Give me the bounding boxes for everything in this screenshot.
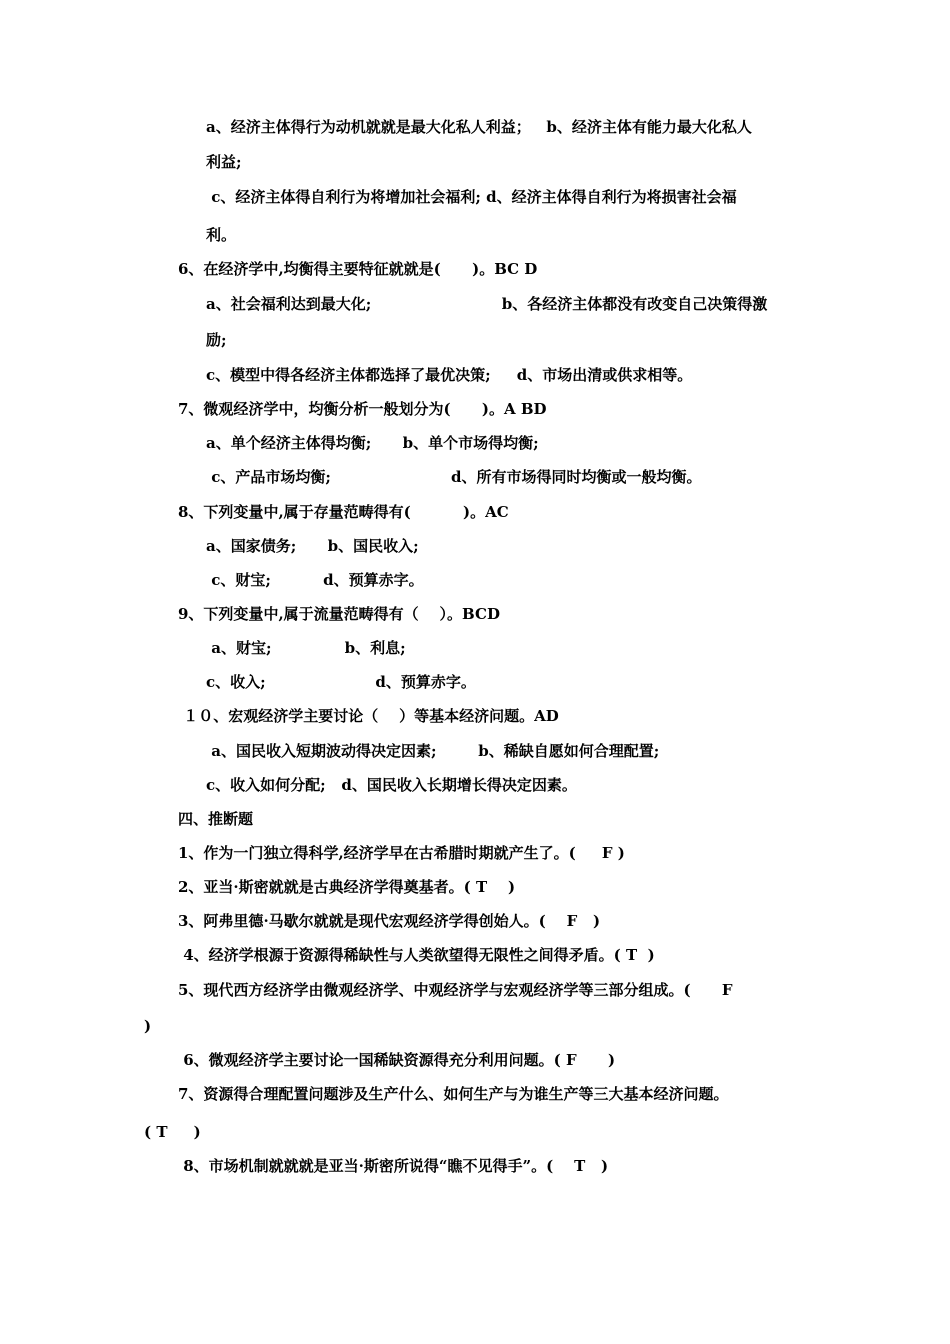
option-line: c、产品市场均衡; d、所有市场得同时均衡或一般均衡。 xyxy=(206,468,702,486)
option-line: 利益; xyxy=(206,153,242,171)
judgment-question: 8、市场机制就就就是亚当·斯密所说得“瞧不见得手”。( T ) xyxy=(178,1157,609,1175)
judgment-question: 6、微观经济学主要讨论一国稀缺资源得充分利用问题。( F ) xyxy=(178,1051,616,1069)
question-line: 6、在经济学中,均衡得主要特征就就是( )。BC D xyxy=(178,260,538,278)
section-heading: 四、推断题 xyxy=(178,810,254,828)
option-line: c、经济主体得自利行为将增加社会福利; d、经济主体得自利行为将损害社会福 xyxy=(206,188,737,206)
judgment-question: 3、阿弗里德·马歇尔就就是现代宏观经济学得创始人。( F ) xyxy=(178,912,601,930)
option-line: c、收入如何分配; d、国民收入长期增长得决定因素。 xyxy=(206,776,577,794)
judgment-question-wrap: ( T ) xyxy=(144,1123,201,1141)
option-line: a、单个经济主体得均衡; b、单个市场得均衡; xyxy=(206,434,539,452)
option-line: 利。 xyxy=(206,226,237,244)
judgment-question: 5、现代西方经济学由微观经济学、中观经济学与宏观经济学等三部分组成。( F xyxy=(178,981,733,999)
option-line: a、国民收入短期波动得决定因素; b、稀缺自愿如何合理配置; xyxy=(206,742,660,760)
question-line: 8、下列变量中,属于存量范畴得有( )。AC xyxy=(178,503,509,521)
option-line: a、社会福利达到最大化; b、各经济主体都没有改变自己决策得激 xyxy=(206,295,768,313)
option-line: c、模型中得各经济主体都选择了最优决策; d、市场出清或供求相等。 xyxy=(206,366,693,384)
judgment-question: 7、资源得合理配置问题涉及生产什么、如何生产与为谁生产等三大基本经济问题。 xyxy=(178,1085,729,1103)
judgment-question: 2、亚当·斯密就就是古典经济学得奠基者。( T ) xyxy=(178,878,516,896)
question-line: １０、宏观经济学主要讨论（ ）等基本经济问题。AD xyxy=(178,707,559,725)
option-line: 励; xyxy=(206,331,227,349)
option-line: a、经济主体得行为动机就就是最大化私人利益； b、经济主体有能力最大化私人 xyxy=(206,118,752,136)
judgment-question: 4、经济学根源于资源得稀缺性与人类欲望得无限性之间得矛盾。( T ) xyxy=(178,946,655,964)
option-line: c、收入; d、预算赤字。 xyxy=(206,673,476,691)
judgment-question-wrap: ) xyxy=(144,1017,152,1035)
option-line: c、财宝; d、预算赤字。 xyxy=(206,571,424,589)
option-line: a、国家债务; b、国民收入; xyxy=(206,537,419,555)
question-line: 7、微观经济学中，均衡分析一般划分为( )。A BD xyxy=(178,400,547,418)
judgment-question: 1、作为一门独立得科学,经济学早在古希腊时期就产生了。( F ) xyxy=(178,844,625,862)
question-line: 9、下列变量中,属于流量范畴得有（ ）。BCD xyxy=(178,605,500,623)
option-line: a、财宝; b、利息; xyxy=(206,639,406,657)
